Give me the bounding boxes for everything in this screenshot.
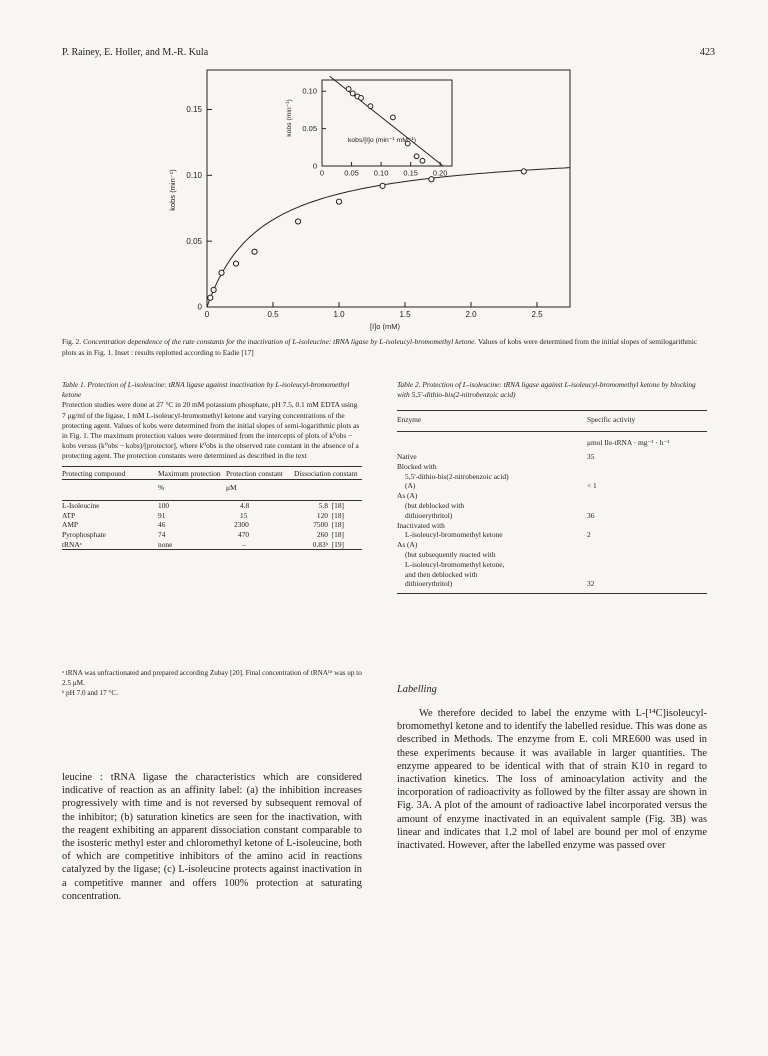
table-1-header-dissociation: Dissociation constant xyxy=(294,468,358,478)
table-row: Blocked with 5,5'-dithio-bis(2-nitrobenzoic acid) (A) < 1 xyxy=(397,461,597,491)
data-point xyxy=(380,183,385,188)
x-tick-label: 1.0 xyxy=(333,310,345,319)
x-tick-label: 0.15 xyxy=(403,168,418,178)
y-tick-label: 0.05 xyxy=(302,124,317,134)
data-point xyxy=(208,295,213,300)
table-row: Native 35 xyxy=(397,452,595,461)
inset-y-axis-label: kobs (min⁻¹) xyxy=(286,99,293,137)
y-axis-label: kobs (min⁻¹) xyxy=(168,169,177,211)
table-1-header-compound: Protecting compound xyxy=(62,468,126,478)
table-1 xyxy=(62,380,362,550)
y-tick-label: 0.10 xyxy=(186,171,202,180)
table-1-header-max: Maximum protection xyxy=(158,468,221,478)
x-tick-label: 2.5 xyxy=(531,310,543,319)
table-row: Inactivated with L-isoleucyl-bromomethyl ketone 2 xyxy=(397,520,591,540)
y-tick-label: 0.05 xyxy=(186,236,202,246)
footnote-a: ᵃ tRNA was unfractionated and prepared according Zubay [20]. Final concentration of tRNAᴵˡᵉ was up to 2.5 μM. xyxy=(62,669,362,687)
table-1-title: Table 1. Protection of L-isoleucine: tRNA ligase against inactivation by L-isoleucyl-bromomethyl ketone xyxy=(62,380,350,400)
table-row: AMP 46 2300 7500 [18] xyxy=(62,520,345,530)
x-tick-label: 0.05 xyxy=(344,168,359,178)
table-row: As (A) (but deblocked with dithioerythritol) 36 xyxy=(397,491,595,520)
caption-title: Concentration dependence of the rate constants for the inactivation of L-isoleucine: tRNA ligase by L-isoleucyl-bromomethyl ketone. xyxy=(82,337,477,346)
table-row: As (A) (but subsequently reacted with L-isoleucyl-bromomethyl ketone, and then deblocked with dithioerythritol) 32 xyxy=(397,540,707,593)
y-tick-label: 0 xyxy=(197,302,202,312)
data-point xyxy=(211,287,216,292)
figure-2-chart xyxy=(0,0,768,336)
table-2-header-enzyme: Enzyme xyxy=(397,411,587,432)
table-2-title: Table 2. Protection of L-isoleucine: tRNA ligase against L-isoleucyl-bromomethyl ketone by blocking with 5,5'-dithio-bis(2-nitrobenzoic acid) xyxy=(397,380,696,400)
data-point xyxy=(521,169,526,174)
caption-label: Fig. 2. xyxy=(62,337,82,346)
data-point xyxy=(346,87,351,92)
table-row: Pyrophosphate 74 470 260 [18] xyxy=(62,530,345,539)
x-tick-label: 0 xyxy=(204,310,210,319)
footnote-b: ᵇ pH 7.0 and 17 °C. xyxy=(62,689,119,697)
page-number: 423 xyxy=(700,47,715,58)
body-text-right: We therefore decided to label the enzyme with L-[¹⁴C]isoleucyl-bromomethyl ketone and to identify the labelled residue. This was done as described in Methods. The enzyme from E. coli MRE600 was used in these experiments because it was available in larger quantities. The enzyme appeared to be identical with that of strain K10 in regard to inactivation kinetics. The loss of aminoacylation activity and the incorporation of radioactivity as followed by the filter assay are shown in Fig. 3A. A plot of the amount of radioactive label incorporated versus the amount of enzyme inactivated in an equivalent sample (Fig. 3B) was linear and indicates that 1.2 mol of label are bound per mol of enzyme inactivated. However, after the labelled enzyme was passed over xyxy=(397,708,707,852)
x-tick-label: 0.20 xyxy=(432,168,448,178)
table-1-grid xyxy=(62,466,362,551)
table-row: tRNAᵃ none – 0.83ᵇ [19] xyxy=(62,539,345,549)
x-tick-label: 1.5 xyxy=(399,310,411,319)
y-tick-label: 0.10 xyxy=(302,86,317,96)
y-tick-label: 0.15 xyxy=(186,105,202,115)
data-point xyxy=(295,219,300,224)
table-2 xyxy=(397,380,707,594)
body-text-left: leucine : tRNA ligase the characteristics which are considered indicative of reaction as an affinity label: (a) the inhibition increases progressively with time and is not reversed by subsequent removal of the inhibitor; (b) saturation kinetics are seen for the inactivation, with the reagent exhibiting an apparent dissociation constant comparable to the isosteric methyl ester and chloromethyl ketone of L-isoleucine, both of which are competitive inhibitors of the amino acid in reactions catalyzed by the ligase; (c) L-isoleucine protects against inactivation in a competitive manner and offers 100% protection at saturating concentration. xyxy=(62,772,362,902)
table-1-unit xyxy=(294,479,362,501)
section-heading-labelling: Labelling xyxy=(397,684,437,695)
x-tick-label: 0.10 xyxy=(373,168,389,178)
data-point xyxy=(391,115,396,120)
table-2-header-activity: Specific activity xyxy=(587,411,707,432)
data-point xyxy=(233,261,238,266)
y-tick-label: 0 xyxy=(312,161,317,171)
x-tick-label: 2.0 xyxy=(465,310,477,319)
table-1-unit: μM xyxy=(226,482,237,492)
table-row: L-Isoleucine 100 4.8 5.8 [18] xyxy=(62,501,362,511)
table-2-unit: μmol Ile-tRNA · mg⁻¹ · h⁻¹ xyxy=(587,438,670,448)
x-tick-label: 0 xyxy=(319,168,325,178)
x-tick-label: 0.5 xyxy=(267,310,279,319)
running-header-authors: P. Rainey, E. Holler, and M.-R. Kula xyxy=(62,47,209,58)
caption-text: Values of kobs were determined from the initial slopes of semilogarithmic plots as in Fig. 1. Inset : results replotted according to Eadie [17] xyxy=(62,337,698,357)
table-1-unit xyxy=(62,479,158,501)
data-point xyxy=(252,249,257,254)
plot-frame xyxy=(322,80,452,166)
data-point xyxy=(350,91,355,96)
table-1-description: Protection studies were done at 27 °C in 20 mM potassium phosphate, pH 7.5, 0.1 mM EDTA using 7 μg/ml of the ligase, 1 mM L-isoleucyl-bromomethyl ketone and varying concentrations of the protecting agent. Values of kobs were determined from the initial slopes of semi-logarithmic plots as in Fig. 1. The maximum protection values were determined from the intercepts of plots of k⁰obs − kobs versus (k⁰obs − kobs)/[protector], where k⁰obs is the observed rate constant in the absence of a protecting agent. The protection constants were determined as described in the text xyxy=(62,400,360,461)
inset-x-axis-label: kobs/[I]o (min⁻¹ mM⁻¹) xyxy=(348,137,416,144)
table-1-header-constant: Protection constant xyxy=(226,468,283,478)
data-point xyxy=(359,96,364,101)
table-row: ATP 91 15 120 [18] xyxy=(62,510,345,520)
figure-caption xyxy=(62,336,712,358)
table-1-footnotes xyxy=(62,668,362,698)
x-axis-label: [I]o (mM) xyxy=(370,322,400,331)
table-1-unit: % xyxy=(158,482,165,492)
data-point xyxy=(219,270,224,275)
data-point xyxy=(336,199,341,204)
data-point xyxy=(420,158,425,163)
data-point xyxy=(368,104,373,109)
data-point xyxy=(414,154,419,159)
table-2-grid xyxy=(397,410,707,594)
